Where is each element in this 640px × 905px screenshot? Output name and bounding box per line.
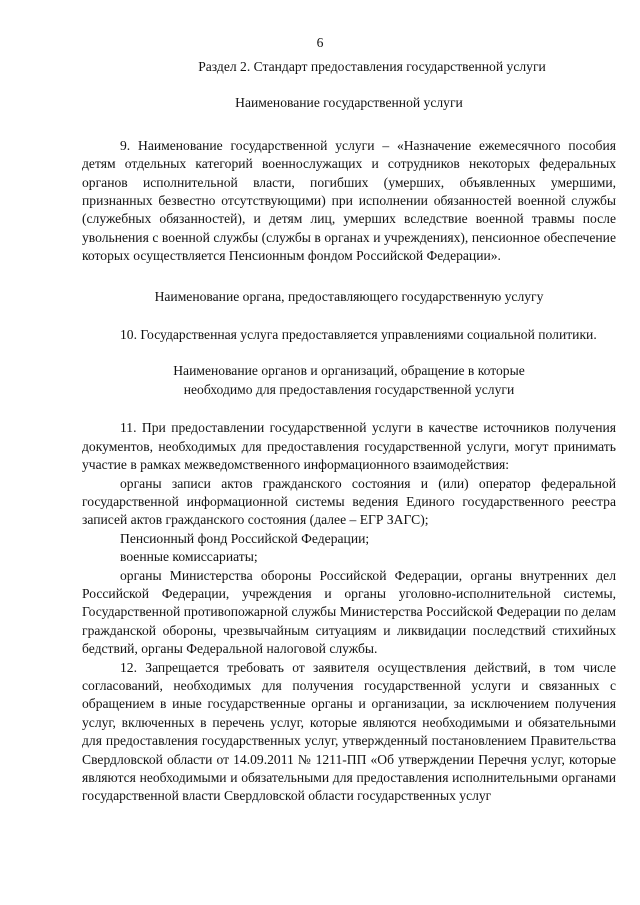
- paragraph-10: 10. Государственная услуга предоставляется управлениями социальной политики.: [120, 327, 597, 343]
- heading-organizations-line-1: Наименование органов и организаций, обращение в которые: [173, 363, 525, 379]
- paragraph-11-item-4: органы Министерства обороны Российской Федерации, органы внутренних дел Российской Федерации, учреждения и органы уголовно-исполнительной системы, Государственной противопожарной службы Министерства Российской Федерации по делам гражданской обороны, чрезвычайным ситуациям и ликвидации последствий стихийных бедствий, органы Федеральной налоговой службы.: [82, 567, 616, 657]
- heading-agency-name: Наименование органа, предоставляющего государственную услугу: [154, 288, 544, 304]
- heading-service-name: Наименование государственной услуги: [235, 95, 463, 111]
- heading-organizations-line-2: необходимо для предоставления государственной услуги: [183, 381, 515, 397]
- paragraph-12: 12. Запрещается требовать от заявителя осуществления действий, в том числе согласований, необходимых для получения государственной услуги и связанных с обращением в иные государственные органы и организации, за исключением получения услуг, включенных в перечень услуг, которые являются необходимыми и обязательными для предоставления государственных услуг, утвержденный постановлением Правительства Свердловской области от 14.09.2011 № 1211-ПП «Об утверждении Перечня услуг, которые являются необходимыми и обязательными для предоставления исполнительными органами государственной власти Свердловской области государственных услуг: [82, 659, 616, 804]
- document-body: [82, 58, 616, 806]
- page-number: 6: [316, 35, 324, 50]
- section-title: Раздел 2. Стандарт предоставления государственной услуги: [198, 59, 546, 74]
- paragraph-9: 9. Наименование государственной услуги – «Назначение ежемесячного пособия детям отдельных категорий военнослужащих и сотрудников некоторых федеральных органов исполнительной власти, погибших (умерших, объявленных умершими, признанных безвестно отсутствующими) при исполнении обязанностей военной службы (служебных обязанностей), и детям лиц, умерших вследствие военной травмы после увольнения с военной службы (службы в органах и учреждениях), пенсионное обеспечение которых осуществляется Пенсионным фондом Российской Федерации».: [82, 137, 616, 264]
- paragraph-11-item-2: Пенсионный фонд Российской Федерации;: [120, 530, 370, 546]
- paragraph-11-item-3: военные комиссариаты;: [120, 549, 258, 565]
- paragraph-11-item-1: органы записи актов гражданского состояния и (или) оператор федеральной государственной информационной системы ведения Единого государственного реестра записей актов гражданского состояния (далее – ЕГР ЗАГС);: [82, 475, 616, 528]
- paragraph-11: 11. При предоставлении государственной услуги в качестве источников получения документов, необходимых для предоставления государственной услуги, могут принимать участие в рамках межведомственного информационного взаимодействия:: [82, 420, 616, 473]
